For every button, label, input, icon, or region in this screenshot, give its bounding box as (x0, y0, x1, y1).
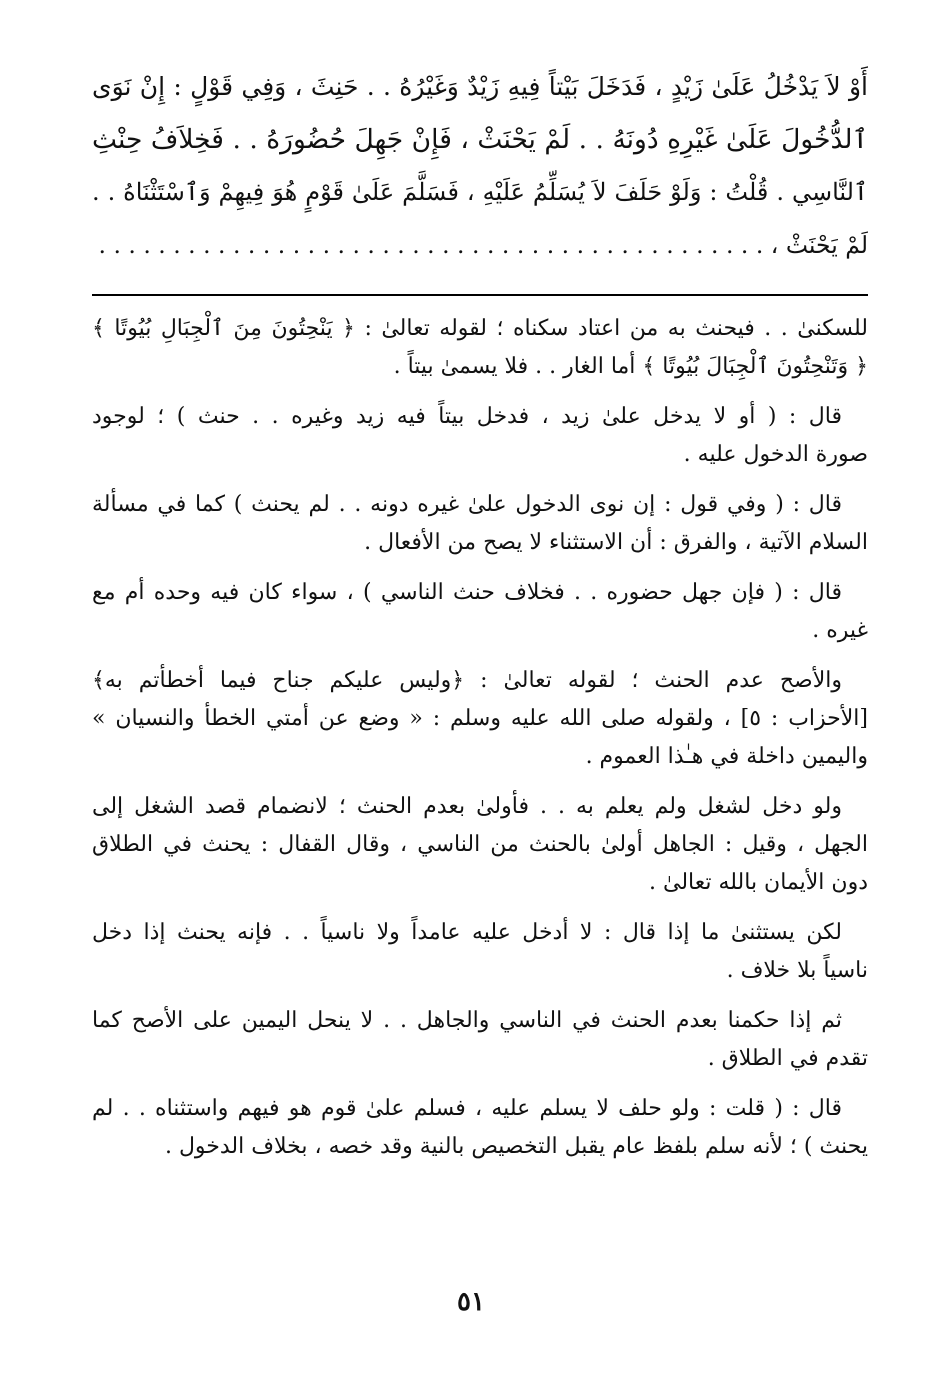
commentary-line: لكن يستثنىٰ ما إذا قال : لا أدخل عليه عامداً ولا ناسياً . . فإنه يحنث إذا دخل (92, 920, 842, 945)
main-text-block (92, 60, 868, 272)
commentary-line: قال : ( وفي قول : إن نوى الدخول علىٰ غيره دونه . . لم يحنث ) كما في مسألة (92, 492, 842, 517)
main-text-line: ٱلنَّاسِي . قُلْتُ : وَلَوْ حَلَفَ لاَ يُسَلِّمُ عَلَيْهِ ، فَسَلَّمَ عَلَىٰ قَوْمٍ هُوَ فِيهِمْ وَٱسْتَثْنَاهُ . . (92, 178, 868, 206)
main-text-line: لَمْ يَحْنَثْ ، . . . . . . . . . . . . . . . . . . . . . . . . . . . . . . . . . . . . . . . . . . . . . (98, 231, 868, 259)
commentary-line: ثم إذا حكمنا بعدم الحنث في الناسي والجاهل . . لا ينحل اليمين على الأصح كما (92, 1008, 842, 1033)
commentary-line: قال : ( أو لا يدخل علىٰ زيد ، فدخل بيتاً فيه زيد وغيره . . حنث ) ؛ لوجود (92, 404, 842, 429)
commentary-line: للسكنىٰ . . فيحنث به من اعتاد سكناه ؛ لقوله تعالىٰ : ﴿ يَنْحِتُونَ مِنَ ٱلْجِبَالِ بُيُوتًا ﴾ (92, 316, 868, 341)
commentary-line: قال : ( قلت : ولو حلف لا يسلم عليه ، فسلم علىٰ قوم هو فيهم واستثناه . . لم (92, 1096, 842, 1121)
commentary-paragraph (92, 574, 868, 650)
commentary-line: والأصح عدم الحنث ؛ لقوله تعالىٰ : ﴿وليس عليكم جناح فيما أخطأتم به﴾ (92, 668, 842, 693)
commentary-line: واليمين داخلة في هـٰذا العموم . (585, 744, 868, 769)
commentary-line: دون الأيمان بالله تعالىٰ . (649, 870, 868, 895)
page-body (92, 60, 868, 1178)
commentary-paragraph (92, 914, 868, 990)
commentary-line: غيره . (812, 618, 868, 643)
commentary-line: ﴿ وَتَنْحِتُونَ ٱلْجِبَالَ بُيُوتًا ﴾ أما الغار . . فلا يسمىٰ بيتاً . (393, 354, 868, 379)
commentary-line: ولو دخل لشغل ولم يعلم به . . فأولىٰ بعدم الحنث ؛ لانضمام قصد الشغل إلى (92, 794, 842, 819)
commentary-paragraph (92, 310, 868, 386)
commentary-line: تقدم في الطلاق . (707, 1046, 868, 1071)
commentary-paragraph (92, 486, 868, 562)
commentary-paragraph (92, 662, 868, 776)
commentary-line: صورة الدخول عليه . (683, 442, 868, 467)
commentary-paragraph (92, 1002, 868, 1078)
commentary-line: قال : ( فإن جهل حضوره . . فخلاف حنث الناسي ) ، سواء كان فيه وحده أم مع (92, 580, 842, 605)
commentary-line: السلام الآتية ، والفرق : أن الاستثناء لا يصح من الأفعال . (364, 530, 868, 555)
commentary-line: يحنث ) ؛ لأنه سلم بلفظ عام يقبل التخصيص بالنية وقد خصه ، بخلاف الدخول . (164, 1134, 868, 1159)
commentary-line: [الأحزاب : ٥] ، ولقوله صلى الله عليه وسلم : « وضع عن أمتي الخطأ والنسيان » (92, 706, 868, 731)
commentary-line: ناسياً بلا خلاف . (726, 958, 868, 983)
separator-rule (92, 294, 868, 296)
page-number: ٥١ (457, 1287, 485, 1317)
main-text-line: أَوْ لاَ يَدْخُلُ عَلَىٰ زَيْدٍ ، فَدَخَلَ بَيْتاً فِيهِ زَيْدٌ وَغَيْرُهُ . . حَنِثَ ، وَفِي قَوْلٍ : إِنْ نَوَى (92, 72, 868, 101)
main-text-line: ٱلدُّخُولَ عَلَىٰ غَيْرِهِ دُونَهُ . . لَمْ يَحْنَثْ ، فَإِنْ جَهِلَ حُضُورَهُ . . فَخِلاَفُ حِنْثِ (92, 124, 868, 155)
commentary-paragraph (92, 788, 868, 902)
commentary-line: الجهل ، وقيل : الجاهل أولىٰ بالحنث من الناسي ، وقال القفال : يحنث في الطلاق (92, 832, 868, 857)
commentary-paragraph (92, 398, 868, 474)
commentary-paragraph (92, 1090, 868, 1166)
